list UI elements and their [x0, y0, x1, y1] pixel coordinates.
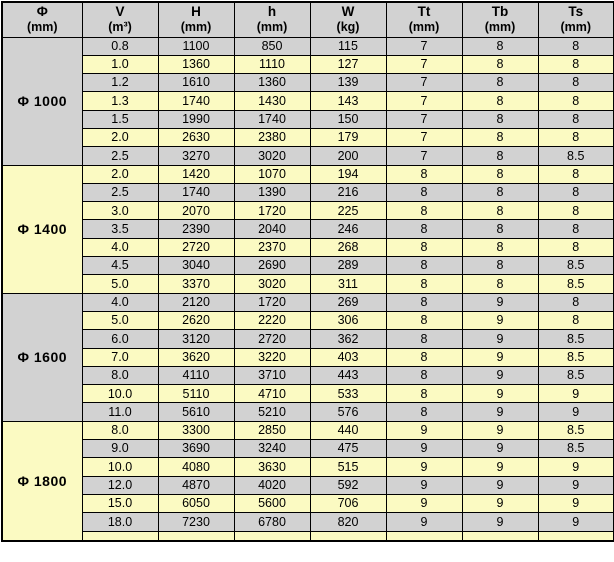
table-cell: 8.5	[538, 147, 614, 165]
table-cell	[82, 531, 158, 541]
table-row	[2, 330, 614, 348]
table-row	[2, 476, 614, 494]
table-cell: 3300	[158, 421, 234, 439]
table-cell: 1.3	[82, 92, 158, 110]
table-cell: 7	[386, 74, 462, 92]
table-row	[2, 275, 614, 293]
table-cell: 5210	[234, 403, 310, 421]
table-cell: 850	[234, 37, 310, 55]
spec-table-body	[2, 37, 614, 541]
table-cell: 143	[310, 92, 386, 110]
table-cell: 5610	[158, 403, 234, 421]
table-cell	[538, 531, 614, 541]
table-cell: 8.5	[538, 257, 614, 275]
table-cell: 7.0	[82, 348, 158, 366]
table-cell	[310, 531, 386, 541]
table-cell: 2.5	[82, 183, 158, 201]
table-cell: 9	[386, 476, 462, 494]
table-cell: 0.8	[82, 37, 158, 55]
col-header-phi-symbol: Φ	[36, 3, 48, 19]
table-cell: 8	[462, 37, 538, 55]
table-cell: 3020	[234, 275, 310, 293]
table-cell: 5.0	[82, 311, 158, 329]
table-cell: 3220	[234, 348, 310, 366]
table-cell: 533	[310, 385, 386, 403]
table-cell	[386, 531, 462, 541]
col-header-w	[310, 2, 386, 37]
table-cell: 3020	[234, 147, 310, 165]
table-cell: 9	[538, 513, 614, 531]
table-cell: 2.0	[82, 165, 158, 183]
table-cell: 7	[386, 55, 462, 73]
table-cell: 4.0	[82, 238, 158, 256]
table-cell: 3.5	[82, 220, 158, 238]
header-row	[2, 2, 614, 37]
col-header-tb-unit: (mm)	[484, 20, 516, 35]
table-cell: 9	[386, 494, 462, 512]
table-cell: 8.5	[538, 366, 614, 384]
table-row	[2, 385, 614, 403]
table-cell	[462, 531, 538, 541]
table-cell: 9	[538, 476, 614, 494]
table-cell: 3690	[158, 440, 234, 458]
table-cell	[158, 531, 234, 541]
col-header-h-low-symbol: h	[267, 3, 277, 19]
table-row	[2, 147, 614, 165]
col-header-ts-symbol: Ts	[568, 3, 584, 19]
table-cell: 6780	[234, 513, 310, 531]
table-cell: 3240	[234, 440, 310, 458]
table-cell: 3630	[234, 458, 310, 476]
col-header-ts	[538, 2, 614, 37]
table-row	[2, 128, 614, 146]
table-cell: 7	[386, 110, 462, 128]
table-cell: 3620	[158, 348, 234, 366]
table-cell: 8	[538, 293, 614, 311]
table-cell: 8	[386, 165, 462, 183]
table-cell: 115	[310, 37, 386, 55]
table-cell: 8	[386, 220, 462, 238]
table-cell: 576	[310, 403, 386, 421]
table-cell: 8	[538, 165, 614, 183]
table-cell: 9	[386, 440, 462, 458]
table-cell: 2.0	[82, 128, 158, 146]
table-cell: 8	[462, 55, 538, 73]
table-row	[2, 202, 614, 220]
table-cell: 1720	[234, 202, 310, 220]
table-row	[2, 37, 614, 55]
table-cell: 3120	[158, 330, 234, 348]
col-header-w-symbol: W	[341, 3, 355, 19]
table-cell: 8.5	[538, 440, 614, 458]
cutoff-partial-row	[2, 531, 614, 541]
table-cell: 179	[310, 128, 386, 146]
table-cell: 440	[310, 421, 386, 439]
table-cell: 9	[462, 476, 538, 494]
table-cell: 2390	[158, 220, 234, 238]
table-cell: 7	[386, 147, 462, 165]
table-cell: 8	[386, 293, 462, 311]
table-cell: 8	[386, 275, 462, 293]
table-cell: 7230	[158, 513, 234, 531]
table-cell: 1390	[234, 183, 310, 201]
table-cell: 2070	[158, 202, 234, 220]
col-header-v-unit: (m³)	[108, 20, 132, 35]
table-cell: 8	[538, 55, 614, 73]
table-cell: 9	[538, 458, 614, 476]
table-cell: 9	[538, 494, 614, 512]
table-cell: 6050	[158, 494, 234, 512]
table-cell: 8	[538, 238, 614, 256]
table-cell: 3270	[158, 147, 234, 165]
table-cell: 8	[538, 311, 614, 329]
table-cell: 515	[310, 458, 386, 476]
table-cell: 8.0	[82, 421, 158, 439]
table-cell: 1430	[234, 92, 310, 110]
table-row	[2, 458, 614, 476]
table-cell: 4710	[234, 385, 310, 403]
table-cell: 2720	[234, 330, 310, 348]
table-cell: 8	[462, 202, 538, 220]
table-cell: 15.0	[82, 494, 158, 512]
table-cell: 8	[538, 74, 614, 92]
table-cell: 5110	[158, 385, 234, 403]
group-label-phi-1000: Φ 1000	[2, 37, 82, 165]
table-cell: 4110	[158, 366, 234, 384]
table-row	[2, 257, 614, 275]
table-cell: 9	[462, 494, 538, 512]
table-header	[2, 2, 614, 37]
table-cell: 1360	[234, 74, 310, 92]
table-cell: 9	[462, 458, 538, 476]
table-row	[2, 494, 614, 512]
table-cell	[234, 531, 310, 541]
table-cell: 8	[386, 311, 462, 329]
table-cell: 11.0	[82, 403, 158, 421]
table-cell: 1740	[158, 92, 234, 110]
col-header-tt-unit: (mm)	[408, 20, 440, 35]
table-cell: 706	[310, 494, 386, 512]
table-cell: 9	[462, 293, 538, 311]
table-cell: 8	[462, 165, 538, 183]
table-cell: 5.0	[82, 275, 158, 293]
table-cell: 9	[538, 385, 614, 403]
table-cell: 4080	[158, 458, 234, 476]
table-row	[2, 92, 614, 110]
table-cell: 8.5	[538, 330, 614, 348]
table-cell: 8	[386, 330, 462, 348]
table-cell: 2120	[158, 293, 234, 311]
table-cell: 1070	[234, 165, 310, 183]
table-cell: 8	[538, 128, 614, 146]
table-cell: 8	[462, 238, 538, 256]
table-cell: 443	[310, 366, 386, 384]
table-cell: 139	[310, 74, 386, 92]
table-row	[2, 55, 614, 73]
table-cell: 8	[462, 257, 538, 275]
table-cell: 18.0	[82, 513, 158, 531]
table-cell: 8	[462, 147, 538, 165]
table-row	[2, 238, 614, 256]
table-cell: 7	[386, 128, 462, 146]
col-header-v-symbol: V	[115, 3, 125, 19]
table-cell: 592	[310, 476, 386, 494]
table-cell: 8	[462, 74, 538, 92]
table-cell: 8	[386, 257, 462, 275]
table-cell: 8	[462, 110, 538, 128]
table-row	[2, 165, 614, 183]
table-cell: 1740	[158, 183, 234, 201]
table-cell: 3040	[158, 257, 234, 275]
table-cell: 269	[310, 293, 386, 311]
table-cell: 8	[386, 385, 462, 403]
table-cell: 8	[386, 403, 462, 421]
table-cell: 2620	[158, 311, 234, 329]
table-cell: 1420	[158, 165, 234, 183]
table-cell: 8	[462, 128, 538, 146]
table-cell: 8.5	[538, 275, 614, 293]
table-row	[2, 74, 614, 92]
table-cell: 216	[310, 183, 386, 201]
table-cell: 1.0	[82, 55, 158, 73]
table-cell: 9	[462, 366, 538, 384]
table-cell: 8	[538, 202, 614, 220]
table-cell: 6.0	[82, 330, 158, 348]
table-cell: 3710	[234, 366, 310, 384]
table-cell: 9	[462, 421, 538, 439]
table-row	[2, 348, 614, 366]
table-cell: 3.0	[82, 202, 158, 220]
table-row	[2, 366, 614, 384]
col-header-phi-unit: (mm)	[26, 20, 58, 35]
table-cell: 127	[310, 55, 386, 73]
table-cell: 2630	[158, 128, 234, 146]
table-cell: 820	[310, 513, 386, 531]
table-cell: 2040	[234, 220, 310, 238]
table-cell: 200	[310, 147, 386, 165]
table-row	[2, 183, 614, 201]
col-header-h-cap-symbol: H	[191, 3, 201, 19]
table-cell: 8	[386, 183, 462, 201]
table-cell: 1360	[158, 55, 234, 73]
table-cell: 9	[386, 513, 462, 531]
table-cell: 9	[462, 403, 538, 421]
group-label-phi-1600: Φ 1600	[2, 293, 82, 421]
col-header-ts-unit: (mm)	[560, 20, 592, 35]
table-cell: 4.5	[82, 257, 158, 275]
table-cell: 8	[538, 92, 614, 110]
table-cell: 12.0	[82, 476, 158, 494]
table-cell: 4020	[234, 476, 310, 494]
table-cell: 4.0	[82, 293, 158, 311]
table-cell: 8	[386, 202, 462, 220]
table-cell: 2380	[234, 128, 310, 146]
col-header-w-unit: (kg)	[336, 20, 360, 35]
table-cell: 8.0	[82, 366, 158, 384]
col-header-tt	[386, 2, 462, 37]
table-cell: 8	[538, 183, 614, 201]
table-cell: 403	[310, 348, 386, 366]
table-cell: 9	[462, 348, 538, 366]
table-row	[2, 421, 614, 439]
table-cell: 1100	[158, 37, 234, 55]
table-cell: 4870	[158, 476, 234, 494]
col-header-tb	[462, 2, 538, 37]
group-label-phi-1400: Φ 1400	[2, 165, 82, 293]
table-cell: 9	[462, 330, 538, 348]
table-cell: 8	[386, 366, 462, 384]
table-cell: 3370	[158, 275, 234, 293]
table-cell: 8	[386, 348, 462, 366]
table-cell: 8.5	[538, 348, 614, 366]
table-cell: 9	[462, 385, 538, 403]
table-cell: 289	[310, 257, 386, 275]
table-cell: 194	[310, 165, 386, 183]
table-cell: 8.5	[538, 421, 614, 439]
table-row	[2, 440, 614, 458]
table-cell: 1720	[234, 293, 310, 311]
table-cell: 2720	[158, 238, 234, 256]
table-cell: 2850	[234, 421, 310, 439]
table-cell: 8	[386, 238, 462, 256]
col-header-tt-symbol: Tt	[417, 3, 431, 19]
col-header-tb-symbol: Tb	[491, 3, 509, 19]
table-cell: 9	[386, 458, 462, 476]
table-cell: 8	[538, 110, 614, 128]
table-cell: 1.5	[82, 110, 158, 128]
table-cell: 1990	[158, 110, 234, 128]
col-header-h-cap	[158, 2, 234, 37]
col-header-h-cap-unit: (mm)	[180, 20, 212, 35]
table-cell: 9	[462, 513, 538, 531]
group-label-phi-1800: Φ 1800	[2, 421, 82, 541]
table-cell: 475	[310, 440, 386, 458]
table-row	[2, 513, 614, 531]
table-cell: 9	[462, 440, 538, 458]
table-row	[2, 110, 614, 128]
table-cell: 9.0	[82, 440, 158, 458]
col-header-h-low-unit: (mm)	[256, 20, 288, 35]
table-cell: 225	[310, 202, 386, 220]
table-cell: 8	[462, 220, 538, 238]
table-cell: 2370	[234, 238, 310, 256]
tank-spec-table	[1, 1, 614, 542]
table-cell: 306	[310, 311, 386, 329]
table-row	[2, 293, 614, 311]
table-cell: 8	[462, 183, 538, 201]
table-cell: 362	[310, 330, 386, 348]
table-cell: 7	[386, 92, 462, 110]
table-cell: 2220	[234, 311, 310, 329]
table-cell: 1740	[234, 110, 310, 128]
table-cell: 9	[462, 311, 538, 329]
table-cell: 8	[538, 37, 614, 55]
table-cell: 1110	[234, 55, 310, 73]
table-row	[2, 220, 614, 238]
table-cell: 311	[310, 275, 386, 293]
table-cell: 10.0	[82, 385, 158, 403]
table-cell: 8	[538, 220, 614, 238]
table-cell: 150	[310, 110, 386, 128]
table-cell: 7	[386, 37, 462, 55]
table-cell: 9	[538, 403, 614, 421]
col-header-v	[82, 2, 158, 37]
table-cell: 9	[386, 421, 462, 439]
table-row	[2, 311, 614, 329]
table-cell: 8	[462, 92, 538, 110]
table-cell: 246	[310, 220, 386, 238]
col-header-phi	[2, 2, 82, 37]
col-header-h-low	[234, 2, 310, 37]
table-cell: 8	[462, 275, 538, 293]
table-cell: 2.5	[82, 147, 158, 165]
table-cell: 5600	[234, 494, 310, 512]
table-cell: 1610	[158, 74, 234, 92]
table-cell: 1.2	[82, 74, 158, 92]
table-cell: 268	[310, 238, 386, 256]
table-row	[2, 403, 614, 421]
table-cell: 10.0	[82, 458, 158, 476]
table-cell: 2690	[234, 257, 310, 275]
